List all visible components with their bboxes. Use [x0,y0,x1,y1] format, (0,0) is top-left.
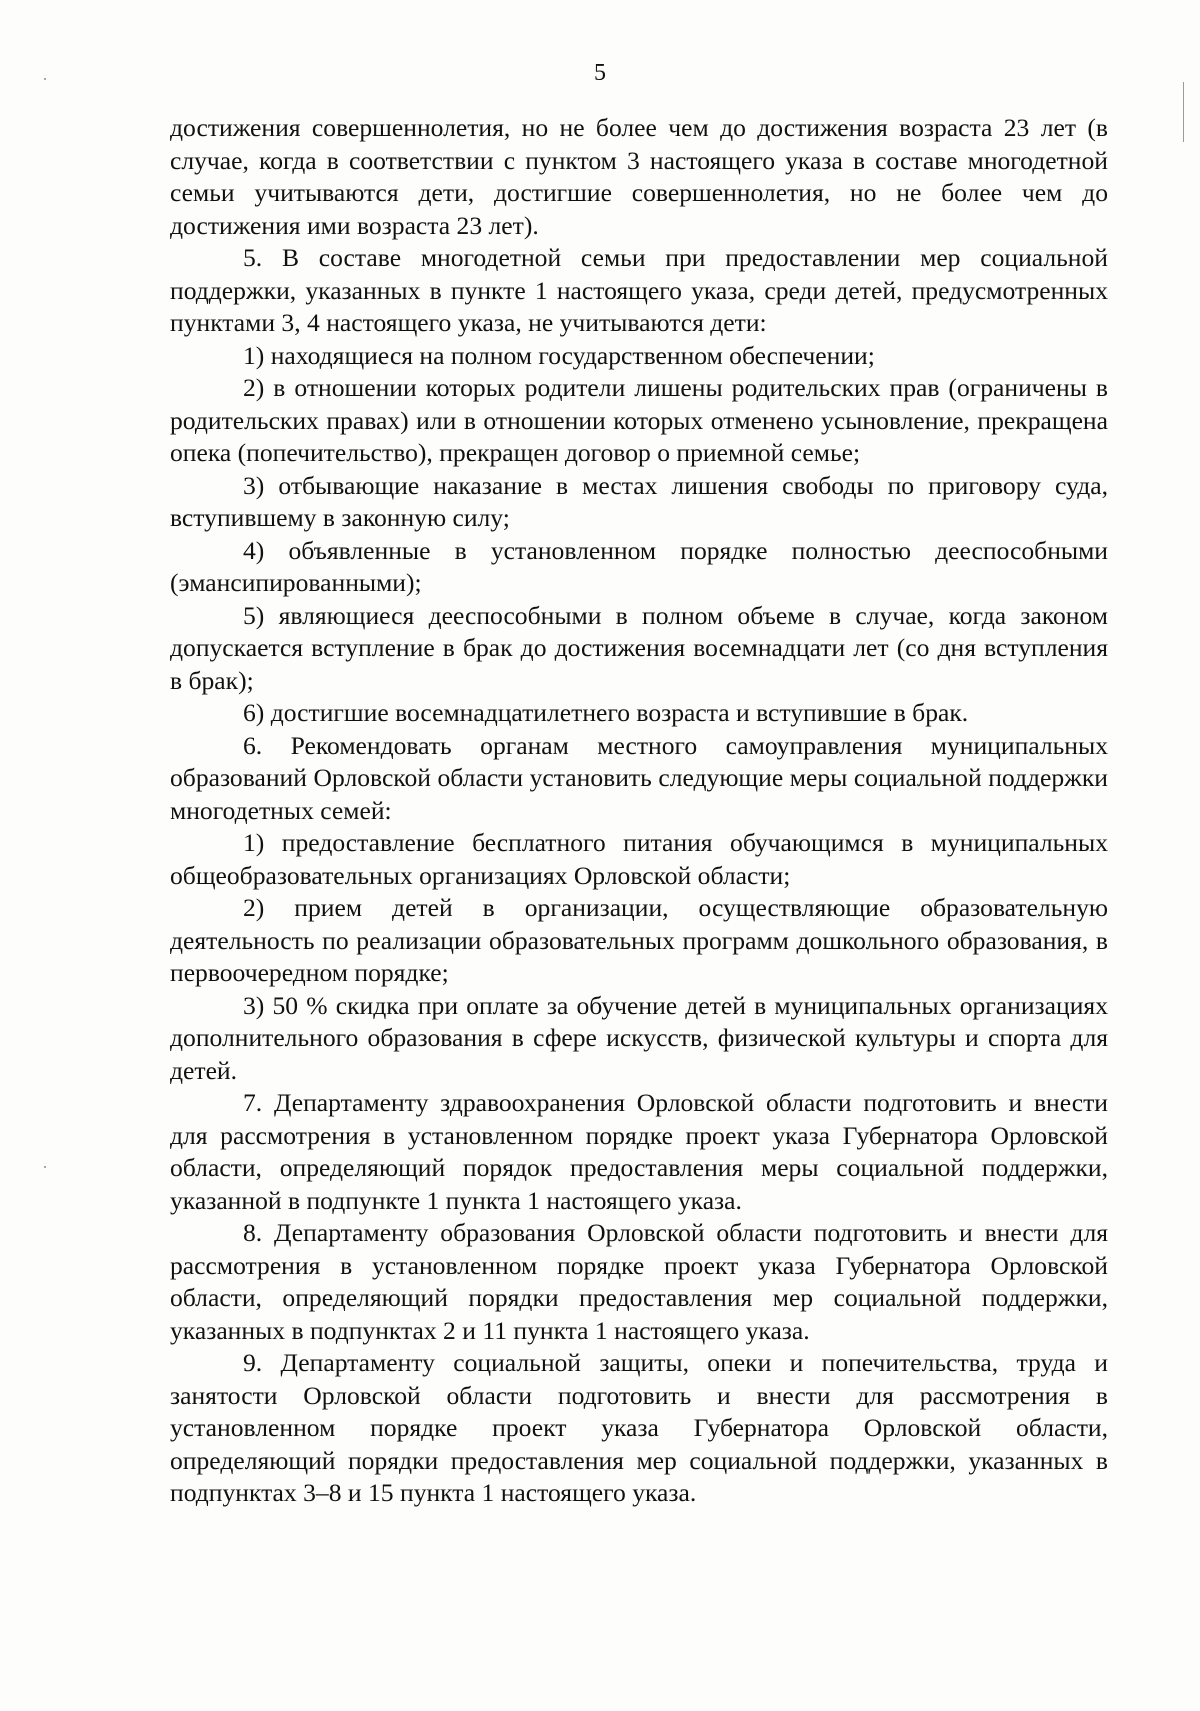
subitem-5-5: 5) являющиеся дееспособными в полном объеме в случае, когда законом допускается вступление в брак до достижения восемнадцати лет (со дня вступления в брак); [170,600,1108,695]
subitem-6-2: 2) прием детей в организации, осуществляющие образовательную деятельность по реализации образовательных программ дошкольного образования, в первоочередном порядке; [170,893,1108,987]
page-number: 5 [594,60,606,86]
paragraph-item-8: 8. Департаменту образования Орловской области подготовить и внести для рассмотрения в установленном порядке проект указа Губернатора Орловской области, определяющий порядки предоставления мер социальной поддержки, указанных в подпунктах 2 и 11 пункта 1 настоящего указа. [170,1218,1108,1345]
subitem-5-4: 4) объявленные в установленном порядке полностью дееспособными (эмансипированными); [170,535,1108,597]
paragraph-item-6: 6. Рекомендовать органам местного самоуправления муниципальных образований Орловской области установить следующие меры социальной поддержки многодетных семей: [170,730,1108,825]
subitem-5-3: 3) отбывающие наказание в местах лишения свободы по приговору суда, вступившему в законную силу; [170,470,1108,532]
subitem-6-3: 3) 50 % скидка при оплате за обучение детей в муниципальных организациях дополнительного образования в сфере искусств, физической культуры и спорта для детей. [170,990,1108,1085]
scan-artifact [44,1166,46,1168]
subitem-6-1: 1) предоставление бесплатного питания обучающимся в муниципальных общеобразовательных организациях Орловской области; [170,828,1108,890]
subitem-5-6: 6) достигшие восемнадцатилетнего возраста и вступившие в брак. [243,698,969,727]
subitem-5-1: 1) находящиеся на полном государственном обеспечении; [243,340,875,370]
paragraph-continuation: достижения совершеннолетия, но не более чем до достижения возраста 23 лет (в случае, когда в соответствии с пунктом 3 настоящего указа в составе многодетной семьи учитываются дети, достигшие совершеннолетия, но не более чем до достижения ими возраста 23 лет). [170,113,1108,240]
document-body [170,112,1108,1510]
subitem-5-2: 2) в отношении которых родители лишены родительских прав (ограничены в родительских правах) или в отношении которых отменено усыновление, прекращена опека (попечительство), прекращен договор о приемной семье; [170,373,1108,467]
paragraph-item-5: 5. В составе многодетной семьи при предоставлении мер социальной поддержки, указанных в пункте 1 настоящего указа, среди детей, предусмотренных пунктами 3, 4 настоящего указа, не учитываются дети: [170,243,1108,337]
paragraph-item-9: 9. Департаменту социальной защиты, опеки и попечительства, труда и занятости Орловской области подготовить и внести для рассмотрения в установленном порядке проект указа Губернатора Орловской области, определяющий порядки предоставления мер социальной поддержки, указанных в подпунктах 3–8 и 15 пункта 1 настоящего указа. [170,1348,1108,1507]
paragraph-item-7: 7. Департаменту здравоохранения Орловской области подготовить и внести для рассмотрения в установленном порядке проект указа Губернатора Орловской области, определяющий порядок предоставления меры социальной поддержки, указанной в подпункте 1 пункта 1 настоящего указа. [170,1088,1108,1215]
scan-edge-line [1183,82,1184,142]
